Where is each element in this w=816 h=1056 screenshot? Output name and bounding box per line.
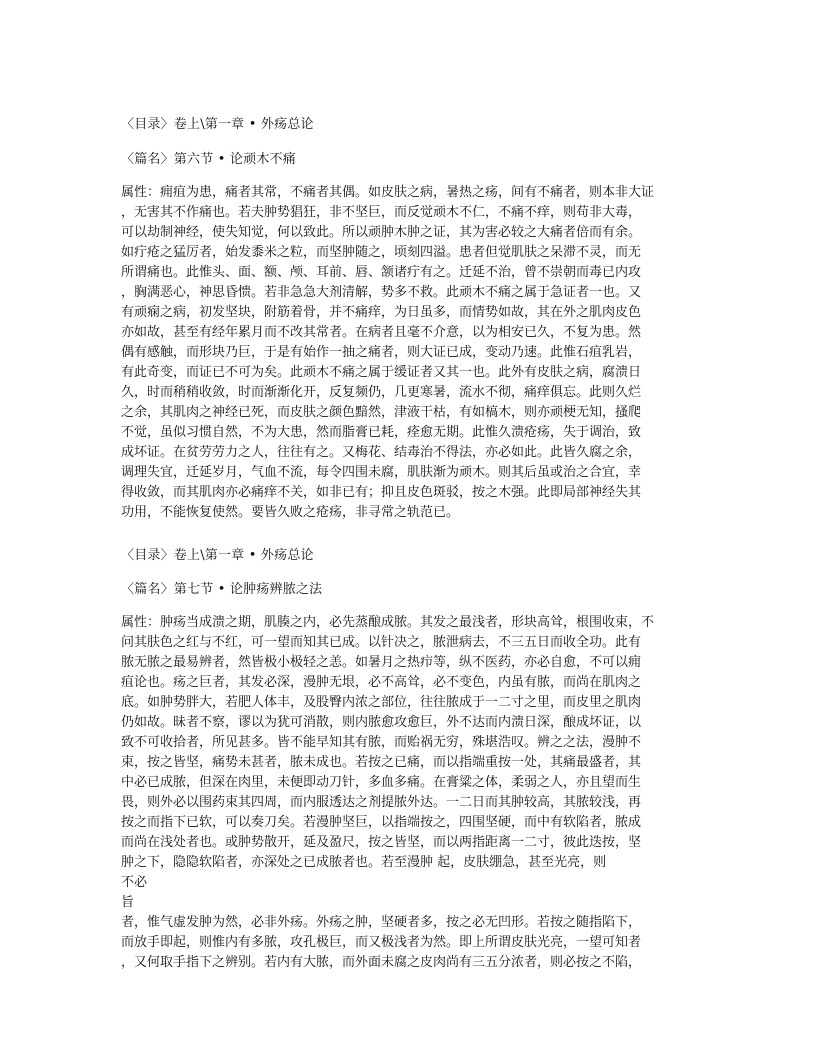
section-1-catalog: 〈目录〉卷上\第一章 • 外疡总论 — [121, 117, 314, 132]
section-2-catalog: 〈目录〉卷上\第一章 • 外疡总论 — [121, 548, 314, 563]
body-line: 不觉，虽似习惯自然，不为大患，然而脂膏已耗，痊愈无期。此惟久溃疮疡，失于调治，致 — [121, 425, 642, 440]
body-line: 所谓痛也。此惟头、面、额、颅、耳前、唇、颔诸疔有之。迁延不治，曾不崇朝而毒已内攻 — [121, 265, 642, 280]
body-line: ，无害其不作痛也。若夫肿势猖狂，非不坚巨，而反觉顽木不仁，不痛不痒，则苟非大毒， — [121, 205, 642, 220]
body-line: 中必已成脓，但深在肉里，未便即动刀针，多血多痛。在膏粱之体，柔弱之人，亦且望而生 — [121, 775, 642, 790]
body-line: 有此奇变，而证已不可为矣。此顽木不痛之属于缓证者又其一也。此外有皮肤之病，腐溃日 — [121, 365, 642, 380]
body-line: 功用，不能恢复使然。要皆久败之疮疡，非寻常之轨范已。 — [121, 505, 460, 520]
body-line: 而放手即起，则惟内有多脓，攻孔极巨，而又极浅者为然。即上所谓皮肤光亮，一望可知者 — [121, 935, 642, 950]
body-line: 畏，则外必以围药束其四周，而内服透达之剂提脓外达。一二日而其肿较高，其脓较浅，再 — [121, 795, 642, 810]
body-line: 而尚在浅处者也。或肿势散开，延及盈尺，按之皆坚，而以两指距离一二寸，彼此迭按，坚 — [121, 835, 642, 850]
body-line: 问其肤色之红与不红，可一望而知其已成。以针决之，脓泄病去，不三五日而收全功。此有 — [121, 635, 642, 650]
body-line: 脓无脓之最易辨者，然皆极小极轻之恙。如暑月之热疖等，纵不医药，亦必自愈，不可以痈 — [121, 655, 642, 670]
body-line: 如疔疮之猛厉者，始发黍米之粒，而坚肿随之，顷刻四溢。患者但觉肌肤之呆滞不灵，而无 — [121, 245, 642, 260]
body-line: 调理失宜，迁延岁月，气血不流，每令四围未腐，肌肤渐为顽木。则其后虽或治之合宜，幸 — [121, 465, 642, 480]
body-line: 久，时而稍稍收敛，时而渐渐化开，反复频仍，几更寒暑，流水不彻，痛痒俱忘。此则久烂 — [121, 385, 642, 400]
body-line: 属性：肿疡当成溃之期，肌腠之内，必先蒸酿成脓。其发之最浅者，形块高耸，根围收束，不 — [121, 615, 655, 630]
body-line: ，胸满恶心，神思昏愦。若非急急大剂清解，势多不救。此顽木不痛之属于急证者一也。又 — [121, 285, 642, 300]
body-line: 有顽痫之病，初发坚块，附筋着骨，并不痛痒，为日虽多，而情势如故，其在外之肌肉皮色 — [121, 305, 642, 320]
body-line: 按之而指下已软，可以奏刀矣。若漫肿坚巨，以指端按之，四围坚硬，而中有软陷者，脓成 — [121, 815, 642, 830]
body-line: 属性：痈疽为患，痛者其常，不痛者其偶。如皮肤之病，暑热之疡，间有不痛者，则本非大证 — [121, 185, 655, 200]
body-line: ，又何取手指下之辨别。若内有大脓，而外面未腐之皮肉尚有三五分浓者，则必按之不陷， — [121, 955, 642, 970]
body-line: 得收敛，而其肌肉亦必痛痒不关，如非已有；抑且皮色斑驳，按之木强。此即局部神经失其 — [121, 485, 642, 500]
body-line: 亦如故，甚至有经年累月而不改其常者。在病者且毫不介意，以为相安已久，不复为患。然 — [121, 325, 642, 340]
body-line: 成坏证。在贫劳劳力之人，往往有之。又梅花、结毒治不得法，亦必如此。此皆久腐之余， — [121, 445, 642, 460]
body-line: 束，按之皆坚，痛势未甚者，脓未成也。若按之已痛，而以指端重按一处，其痛最盛者，其 — [121, 755, 642, 770]
body-line: 疽论也。疡之巨者，其发必深，漫肿无垠，必不高耸，必不变色，内虽有脓，而尚在肌肉之 — [121, 675, 642, 690]
body-line: 不必 — [121, 875, 148, 890]
section-2-chapter-title: 〈篇名〉第七节 • 论肿疡辨脓之法 — [121, 582, 323, 597]
body-line: 底。如肿势胖大，若肥人体丰，及股臀内浓之部位，往往脓成于一二寸之里，而皮里之肌肉 — [121, 695, 642, 710]
body-line: 肿之下，隐隐软陷者，亦深处之已成脓者也。若至漫肿 起，皮肤绷急，甚至光亮，则 — [121, 855, 607, 870]
body-line: 者，惟气虚发肿为然，必非外疡。外疡之肿，坚硬者多，按之必无凹形。若按之随指陷下， — [121, 915, 642, 930]
body-line: 可以劫制神经，使失知觉，何以致此。所以顽肿木肿之证，其为害必较之大痛者倍而有余。 — [121, 225, 642, 240]
body-line: 之余，其肌肉之神经已死，而皮肤之颜色黯然，津液干枯，有如槁木，则亦顽梗无知，搔爬 — [121, 405, 642, 420]
section-1-chapter-title: 〈篇名〉第六节 • 论顽木不痛 — [121, 152, 296, 167]
body-line: 偶有感触，而形块乃巨，于是有始作一抽之痛者，则大证已成，变动乃速。此惟石疽乳岩， — [121, 345, 642, 360]
body-line: 旨 — [121, 895, 135, 910]
body-line: 致不可收拾者，所见甚多。皆不能早知其有脓，而贻祸无穷，殊堪浩叹。辨之之法，漫肿不 — [121, 735, 642, 750]
body-line: 仍如故。昧者不察，谬以为犹可消散，则内脓愈攻愈巨，外不达而内溃日深，酿成坏证，以 — [121, 715, 642, 730]
